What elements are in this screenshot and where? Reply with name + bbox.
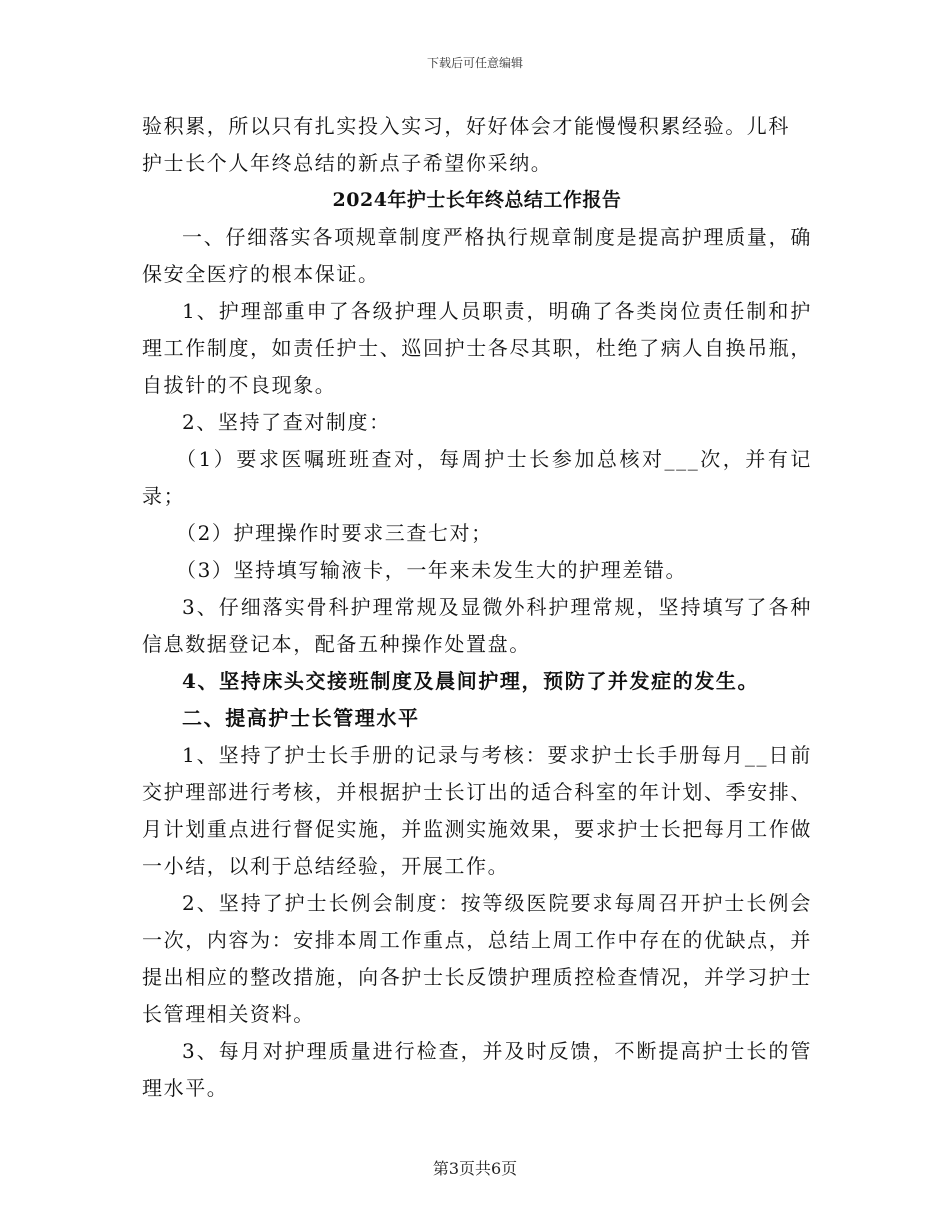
paragraph-1-1: 1、护理部重申了各级护理人员职责，明确了各类岗位责任制和护理工作制度，如责任护士、巡回护士各尽其职，杜绝了病人自换吊瓶，自拔针的不良现象。 (142, 299, 812, 397)
page-header-note: 下载后可任意编辑 (426, 56, 523, 70)
paragraph-1-2-item-2: （2）护理操作时要求三查七对； (176, 521, 493, 545)
paragraph-1-2-item-1: （1）要求医嘱班班查对，每周护士长参加总核对___次，并有记录； (142, 447, 812, 508)
document-body (142, 108, 812, 1107)
paragraph-1-4: 4、坚持床头交接班制度及晨间护理，预防了并发症的发生。 (182, 669, 760, 693)
page-number-footer: 第3页共6页 (432, 1159, 518, 1178)
section-2-heading: 二、提高护士长管理水平 (182, 706, 420, 730)
paragraph-2-2: 2、坚持了护士长例会制度：按等级医院要求每周召开护士长例会一次，内容为：安排本周工作重点，总结上周工作中存在的优缺点，并提出相应的整改措施，向各护士长反馈护理质控检查情况，并学习护士长管理相关资料。 (142, 891, 812, 1026)
paragraph-1-2: 2、坚持了查对制度： (182, 410, 391, 434)
report-title: 2024年护士长年终总结工作报告 (332, 189, 622, 211)
paragraph-1-2-item-3: （3）坚持填写输液卡，一年来未发生大的护理差错。 (176, 558, 688, 582)
paragraph-2-1: 1、坚持了护士长手册的记录与考核：要求护士长手册每月__日前交护理部进行考核，并根据护士长订出的适合科室的年计划、季安排、月计划重点进行督促实施，并监测实施效果，要求护士长把每月工作做一小结，以利于总结经验，开展工作。 (142, 743, 812, 878)
intro-line-2: 护士长个人年终总结的新点子希望你采纳。 (142, 151, 553, 175)
section-1-heading-paragraph: 一、仔细落实各项规章制度严格执行规章制度是提高护理质量，确保安全医疗的根本保证。 (142, 225, 812, 286)
paragraph-1-3: 3、仔细落实骨科护理常规及显微外科护理常规，坚持填写了各种信息数据登记本，配备五种操作处置盘。 (142, 595, 812, 656)
intro-line-1: 验积累，所以只有扎实投入实习，好好体会才能慢慢积累经验。儿科 (142, 114, 790, 138)
paragraph-2-3: 3、每月对护理质量进行检查，并及时反馈，不断提高护士长的管理水平。 (142, 1039, 812, 1100)
